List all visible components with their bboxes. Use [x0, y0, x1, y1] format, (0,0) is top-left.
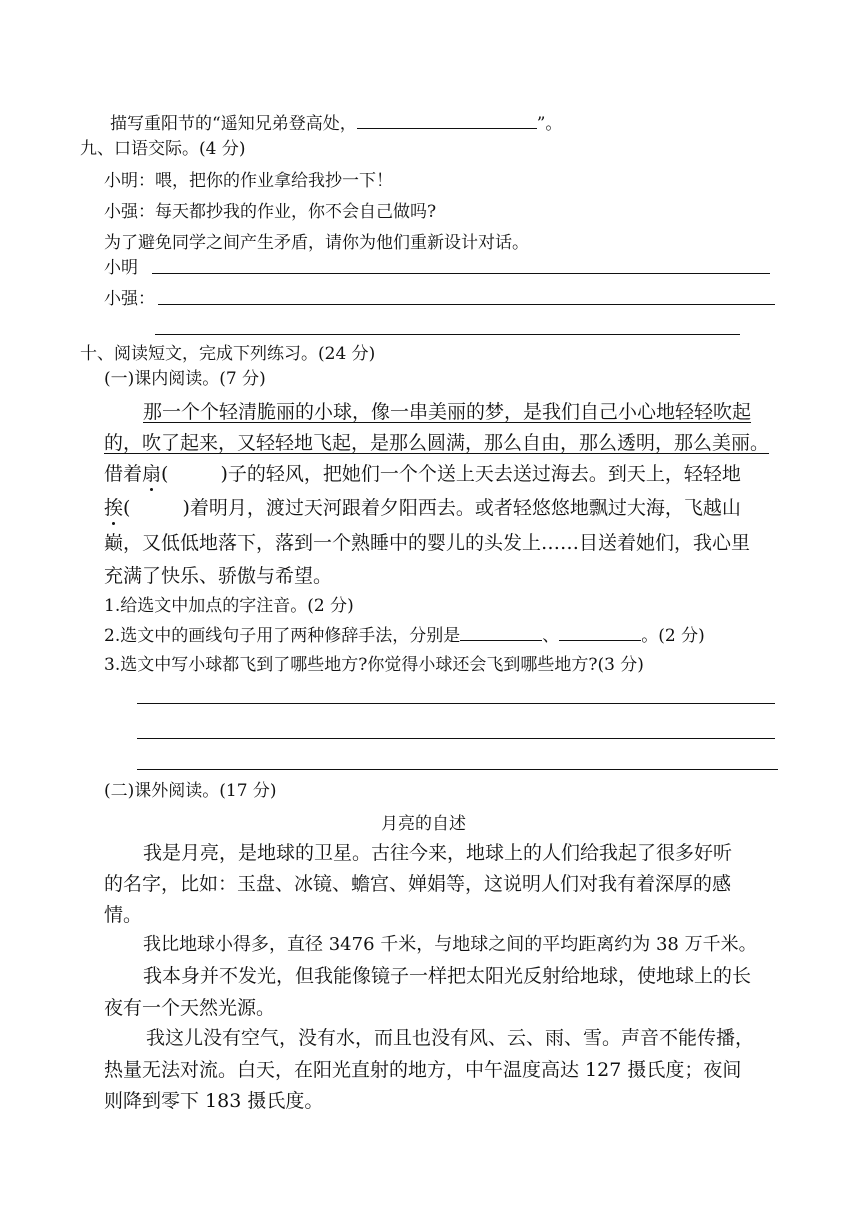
- answer-line-q3-2[interactable]: [137, 738, 775, 739]
- answer-line-ming[interactable]: [152, 273, 770, 274]
- question-2-text: 2.选文中的画线句子用了两种修辞手法，分别是: [104, 626, 461, 646]
- answer-line-q3-3[interactable]: [137, 769, 778, 770]
- article-title: 月亮的自述: [381, 814, 466, 834]
- question-3: 3.选文中写小球都飞到了哪些地方?你觉得小球还会飞到哪些地方?(3 分): [104, 655, 644, 675]
- question-2-score: 。(2 分): [641, 626, 705, 646]
- passage-text: )着明月，渡过天河跟着夕阳西去。或者轻悠悠地飘过大海，飞越山: [182, 497, 741, 519]
- dialog-instruction: 为了避免同学之间产生矛盾，请你为他们重新设计对话。: [104, 233, 529, 253]
- question-2: [104, 624, 705, 647]
- paren-open: (: [123, 497, 131, 519]
- article-p4-line2: 热量无法对流。白天，在阳光直射的地方，中午温度高达 127 摄氏度；夜间: [104, 1059, 742, 1081]
- passage-text: 借着: [104, 463, 143, 485]
- passage-line-3: [104, 463, 741, 485]
- article-p2: 我比地球小得多，直径 3476 千米，与地球之间的平均距离约为 38 万千米。: [143, 934, 757, 955]
- dotted-char-shan: 扇: [142, 463, 162, 485]
- dialog-line-qiang: 小强：每天都抄我的作业，你不会自己做吗?: [104, 202, 437, 222]
- article-p1-line1: 我是月亮，是地球的卫星。古往今来，地球上的人们给我起了很多好听: [143, 842, 733, 864]
- poem-fill-suffix: ”。: [536, 114, 563, 134]
- article-p3-line2: 夜有一个天然光源。: [104, 997, 276, 1019]
- paren-open: (: [161, 463, 169, 485]
- part1-heading: (一)课内阅读。(7 分): [104, 369, 266, 389]
- article-p4-line1: 我这儿没有空气，没有水，而且也没有风、云、雨、雪。声音不能传播，: [146, 1027, 755, 1049]
- passage-line-4: [104, 497, 741, 519]
- article-p1-line2: 的名字，比如：玉盘、冰镜、蟾宫、婵娟等，这说明人们对我有着深厚的感: [104, 873, 732, 895]
- rhetoric-blank-2[interactable]: [559, 624, 641, 641]
- article-p1-line3: 情。: [104, 904, 143, 926]
- answer-line-q3-1[interactable]: [137, 703, 775, 704]
- answer-line-qiang-2[interactable]: [155, 334, 740, 335]
- passage-line-6: 充满了快乐、骄傲与希望。: [104, 565, 333, 587]
- poem-fill-prefix: 描写重阳节的“遥知兄弟登高处，: [110, 114, 357, 134]
- passage-line-5: 巅，又低低地落下，落到一个熟睡中的婴儿的头发上……目送着她们，我心里: [104, 532, 751, 554]
- underlined-sentence-1: 那一个个轻清脆丽的小球，像一串美丽的梦，是我们自己小心地轻轻吹起: [143, 401, 752, 423]
- dialog-line-ming: 小明：喂，把你的作业拿给我抄一下！: [104, 171, 393, 191]
- part2-heading: (二)课外阅读。(17 分): [104, 781, 277, 801]
- question-1: 1.给选文中加点的字注音。(2 分): [104, 596, 354, 616]
- rhetoric-blank-1[interactable]: [460, 624, 542, 641]
- separator: 、: [542, 626, 560, 646]
- dotted-char-ai: 挨: [104, 497, 124, 519]
- label-qiang: 小强：: [104, 289, 155, 309]
- underlined-sentence-2: 的，吹了起来，又轻轻地飞起，是那么圆满，那么自由，那么透明，那么美丽。: [104, 432, 770, 454]
- article-p4-line3: 则降到零下 183 摄氏度。: [104, 1090, 324, 1112]
- section9-heading: 九、口语交际。(4 分): [80, 139, 246, 159]
- article-p3-line1: 我本身并不发光，但我能像镜子一样把太阳光反射给地球，使地球上的长: [143, 965, 752, 987]
- section10-heading: 十、阅读短文，完成下列练习。(24 分): [80, 344, 376, 364]
- poem-answer-blank[interactable]: [357, 112, 537, 129]
- label-ming: 小明: [104, 258, 138, 278]
- answer-line-qiang-1[interactable]: [158, 304, 775, 305]
- passage-text: )子的轻风，把她们一个个送上天去送过海去。到天上，轻轻地: [220, 463, 741, 485]
- poem-fill-question: [110, 112, 562, 135]
